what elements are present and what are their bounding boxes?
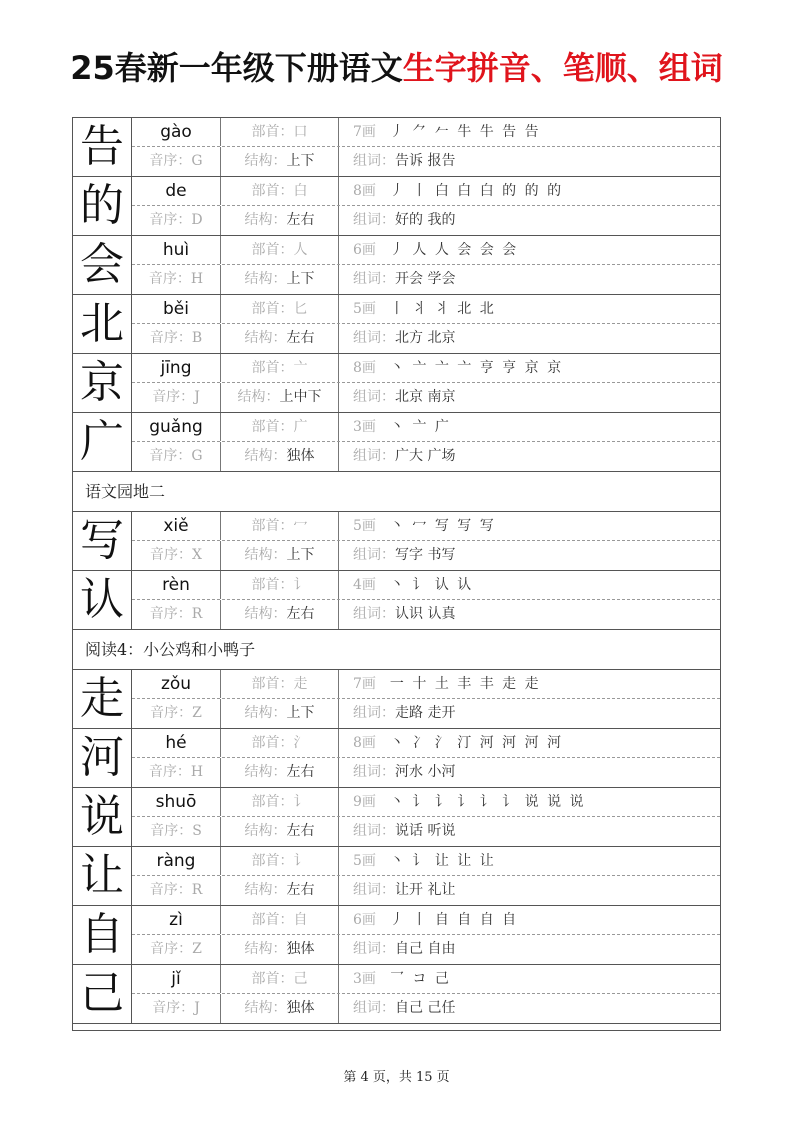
pinyin: jīng — [132, 354, 221, 382]
entry-top-row — [132, 847, 720, 876]
structure-value: 左右 — [286, 882, 315, 898]
entry-top-row — [132, 729, 720, 758]
stroke-sequence: 丿 人 人 会 会 会 — [389, 242, 519, 258]
order-value: G — [191, 448, 203, 464]
radical-cell — [221, 413, 339, 441]
entry-bottom-row — [132, 935, 720, 964]
order-value: Z — [192, 941, 202, 957]
structure-label: 结构： — [244, 941, 287, 957]
radical-value: 白 — [293, 183, 308, 199]
entry-bottom-row — [132, 265, 720, 294]
big-character: 河 — [73, 729, 132, 787]
structure-value: 左右 — [286, 212, 315, 228]
order-value: R — [191, 606, 203, 622]
order-cell — [132, 265, 221, 294]
entry-top-row — [132, 413, 720, 442]
order-cell — [132, 324, 221, 353]
radical-value: 冖 — [293, 518, 308, 534]
entry-bottom-row — [132, 383, 720, 412]
pinyin: huì — [132, 236, 221, 264]
radical-label: 部首： — [251, 971, 294, 987]
entry-bottom-row — [132, 876, 720, 905]
entry-top-row — [132, 295, 720, 324]
character-entry — [73, 847, 720, 906]
stroke-count: 7画 — [353, 124, 376, 140]
stroke-sequence: 丶 亠 广 — [389, 419, 451, 435]
stroke-count: 8画 — [353, 360, 376, 376]
stroke-sequence: 丶 讠 让 让 让 — [389, 853, 496, 869]
structure-label: 结构： — [244, 1000, 287, 1016]
big-character: 认 — [73, 571, 132, 629]
stroke-sequence: 丶 冖 写 写 写 — [389, 518, 496, 534]
order-label: 音序： — [149, 153, 192, 169]
page-number: 第 4 页，共 15 页 — [343, 1070, 450, 1085]
words-cell — [339, 994, 720, 1023]
words-value: 自己 己任 — [395, 1000, 456, 1016]
structure-value: 左右 — [286, 330, 315, 346]
structure-label: 结构： — [244, 448, 287, 464]
order-value: G — [191, 153, 203, 169]
radical-value: 讠 — [293, 853, 308, 869]
order-label: 音序： — [148, 764, 191, 780]
words-value: 让开 礼让 — [395, 882, 456, 898]
order-value: D — [191, 212, 203, 228]
big-character: 自 — [73, 906, 132, 964]
words-cell — [339, 147, 720, 176]
character-entry — [73, 413, 720, 472]
stroke-order-cell — [339, 965, 720, 993]
structure-cell — [221, 994, 339, 1023]
words-value: 写字 书写 — [395, 547, 456, 563]
radical-value: 人 — [293, 242, 308, 258]
words-cell — [339, 383, 720, 412]
words-cell — [339, 206, 720, 235]
stroke-order-cell — [339, 571, 720, 599]
words-value: 认识 认真 — [395, 606, 456, 622]
radical-value: 匕 — [293, 301, 308, 317]
structure-value: 独体 — [286, 448, 315, 464]
big-character: 己 — [73, 965, 132, 1023]
entry-top-row — [132, 177, 720, 206]
stroke-count: 5画 — [353, 853, 376, 869]
stroke-order-cell — [339, 788, 720, 816]
structure-cell — [221, 876, 339, 905]
entry-bottom-row — [132, 147, 720, 176]
character-entry — [73, 729, 720, 788]
stroke-sequence: 乛 コ 己 — [389, 971, 451, 987]
character-entry — [73, 906, 720, 965]
entry-top-row — [132, 965, 720, 994]
words-value: 北方 北京 — [395, 330, 456, 346]
pinyin: zì — [132, 906, 221, 934]
order-value: B — [191, 330, 203, 346]
stroke-order-cell — [339, 906, 720, 934]
stroke-order-cell — [339, 729, 720, 757]
character-entry — [73, 295, 720, 354]
order-cell — [132, 994, 221, 1023]
words-value: 自己 自由 — [395, 941, 456, 957]
pinyin: hé — [132, 729, 221, 757]
words-label: 组词： — [353, 823, 395, 839]
structure-cell — [221, 600, 339, 629]
structure-cell — [221, 758, 339, 787]
structure-label: 结构： — [244, 271, 287, 287]
stroke-count: 6画 — [353, 242, 376, 258]
order-value: H — [190, 764, 204, 780]
section-heading: 语文园地二 — [73, 472, 720, 512]
order-label: 音序： — [150, 941, 193, 957]
structure-value: 左右 — [286, 823, 315, 839]
words-label: 组词： — [353, 705, 395, 721]
words-cell — [339, 541, 720, 570]
radical-cell — [221, 788, 339, 816]
character-entry — [73, 354, 720, 413]
character-entry — [73, 788, 720, 847]
stroke-count: 8画 — [353, 183, 376, 199]
entry-bottom-row — [132, 699, 720, 728]
order-label: 音序： — [150, 705, 193, 721]
stroke-count: 5画 — [353, 518, 376, 534]
big-character: 广 — [73, 413, 132, 471]
stroke-order-cell — [339, 236, 720, 264]
order-value: S — [192, 823, 202, 839]
radical-label: 部首： — [251, 301, 294, 317]
words-cell — [339, 265, 720, 294]
words-cell — [339, 876, 720, 905]
structure-label: 结构： — [244, 547, 287, 563]
structure-label: 结构： — [244, 823, 287, 839]
structure-value: 独体 — [286, 1000, 315, 1016]
radical-label: 部首： — [251, 912, 294, 928]
structure-label: 结构： — [244, 153, 287, 169]
big-character: 京 — [73, 354, 132, 412]
radical-cell — [221, 236, 339, 264]
radical-value: 氵 — [293, 735, 308, 751]
pinyin: rèn — [132, 571, 221, 599]
words-label: 组词： — [353, 941, 395, 957]
radical-cell — [221, 295, 339, 323]
words-cell — [339, 600, 720, 629]
stroke-order-cell — [339, 177, 720, 205]
radical-label: 部首： — [251, 183, 294, 199]
stroke-sequence: 丿 丨 白 白 白 的 的 的 — [389, 183, 564, 199]
order-cell — [132, 817, 221, 846]
stroke-order-cell — [339, 512, 720, 540]
order-label: 音序： — [150, 823, 193, 839]
entry-top-row — [132, 906, 720, 935]
pinyin: ràng — [132, 847, 221, 875]
radical-cell — [221, 906, 339, 934]
radical-value: 走 — [293, 676, 308, 692]
structure-cell — [221, 206, 339, 235]
character-entry — [73, 118, 720, 177]
words-value: 河水 小河 — [395, 764, 456, 780]
structure-cell — [221, 442, 339, 471]
entry-top-row — [132, 571, 720, 600]
order-value: J — [194, 1000, 200, 1016]
entry-bottom-row — [132, 994, 720, 1023]
entry-bottom-row — [132, 324, 720, 353]
words-value: 广大 广场 — [395, 448, 456, 464]
order-value: Z — [192, 705, 202, 721]
character-entry — [73, 571, 720, 630]
stroke-order-cell — [339, 295, 720, 323]
radical-value: 广 — [293, 419, 308, 435]
stroke-order-cell — [339, 847, 720, 875]
words-label: 组词： — [353, 330, 395, 346]
order-cell — [132, 600, 221, 629]
structure-value: 独体 — [286, 941, 315, 957]
words-value: 北京 南京 — [395, 389, 456, 405]
entry-bottom-row — [132, 817, 720, 846]
stroke-order-cell — [339, 118, 720, 146]
words-label: 组词： — [353, 764, 395, 780]
structure-cell — [221, 699, 339, 728]
structure-cell — [221, 935, 339, 964]
order-label: 音序： — [148, 271, 191, 287]
structure-value: 左右 — [286, 606, 315, 622]
radical-value: 自 — [293, 912, 308, 928]
words-label: 组词： — [353, 606, 395, 622]
stroke-sequence: 丶 讠 认 认 — [389, 577, 474, 593]
stroke-count: 3画 — [353, 971, 376, 987]
radical-cell — [221, 354, 339, 382]
order-label: 音序： — [152, 1000, 195, 1016]
radical-value: 己 — [293, 971, 308, 987]
radical-cell — [221, 571, 339, 599]
pinyin: jǐ — [132, 965, 221, 993]
pinyin: shuō — [132, 788, 221, 816]
big-character: 北 — [73, 295, 132, 353]
structure-cell — [221, 147, 339, 176]
radical-cell — [221, 670, 339, 698]
order-cell — [132, 758, 221, 787]
structure-label: 结构： — [244, 212, 287, 228]
order-cell — [132, 147, 221, 176]
entry-bottom-row — [132, 600, 720, 629]
radical-value: 讠 — [293, 794, 308, 810]
structure-value: 上下 — [286, 271, 315, 287]
structure-cell — [221, 383, 339, 412]
words-cell — [339, 699, 720, 728]
big-character: 写 — [73, 512, 132, 570]
order-cell — [132, 699, 221, 728]
order-cell — [132, 206, 221, 235]
words-label: 组词： — [353, 882, 395, 898]
pinyin: zǒu — [132, 670, 221, 698]
entry-bottom-row — [132, 541, 720, 570]
section-heading: 阅读4：小公鸡和小鸭子 — [73, 630, 720, 670]
order-cell — [132, 876, 221, 905]
pinyin: gào — [132, 118, 221, 146]
entry-top-row — [132, 512, 720, 541]
structure-label: 结构： — [244, 330, 287, 346]
structure-cell — [221, 265, 339, 294]
structure-value: 上下 — [286, 705, 315, 721]
radical-label: 部首： — [251, 419, 294, 435]
stroke-order-cell — [339, 413, 720, 441]
entry-top-row — [132, 354, 720, 383]
entry-top-row — [132, 788, 720, 817]
entry-top-row — [132, 236, 720, 265]
structure-label: 结构： — [244, 705, 287, 721]
order-value: X — [192, 547, 202, 563]
words-label: 组词： — [353, 547, 395, 563]
pinyin: guǎng — [132, 413, 221, 441]
words-cell — [339, 324, 720, 353]
words-label: 组词： — [353, 1000, 395, 1016]
order-cell — [132, 935, 221, 964]
big-character: 告 — [73, 118, 132, 176]
entry-bottom-row — [132, 442, 720, 471]
big-character: 会 — [73, 236, 132, 294]
title-black-part: 25春新一年级下册语文 — [70, 49, 403, 87]
stroke-count: 4画 — [353, 577, 376, 593]
stroke-sequence: 丶 讠 讠 讠 讠 讠 说 说 说 — [389, 794, 586, 810]
stroke-order-cell — [339, 354, 720, 382]
radical-label: 部首： — [251, 735, 294, 751]
words-cell — [339, 935, 720, 964]
structure-value: 上下 — [286, 153, 315, 169]
order-label: 音序： — [150, 547, 193, 563]
radical-cell — [221, 847, 339, 875]
stroke-sequence: 一 十 土 丰 丰 走 走 — [389, 676, 541, 692]
radical-cell — [221, 512, 339, 540]
structure-value: 左右 — [286, 764, 315, 780]
character-table — [72, 117, 721, 1031]
order-cell — [132, 541, 221, 570]
stroke-count: 6画 — [353, 912, 376, 928]
big-character: 说 — [73, 788, 132, 846]
structure-label: 结构： — [244, 606, 287, 622]
radical-value: 亠 — [293, 360, 308, 376]
stroke-order-cell — [339, 670, 720, 698]
words-cell — [339, 817, 720, 846]
structure-cell — [221, 817, 339, 846]
words-cell — [339, 758, 720, 787]
pinyin: xiě — [132, 512, 221, 540]
stroke-count: 3画 — [353, 419, 376, 435]
stroke-sequence: 丨 丬 丬 北 北 — [389, 301, 496, 317]
entry-bottom-row — [132, 206, 720, 235]
character-entry — [73, 236, 720, 295]
order-cell — [132, 442, 221, 471]
pinyin: běi — [132, 295, 221, 323]
structure-cell — [221, 541, 339, 570]
words-label: 组词： — [353, 448, 395, 464]
words-value: 告诉 报告 — [395, 153, 456, 169]
radical-cell — [221, 965, 339, 993]
big-character: 的 — [73, 177, 132, 235]
page-title — [0, 46, 793, 90]
radical-label: 部首： — [251, 360, 294, 376]
entry-top-row — [132, 670, 720, 699]
order-cell — [132, 383, 221, 412]
radical-label: 部首： — [251, 124, 294, 140]
character-entry — [73, 512, 720, 571]
entry-top-row — [132, 118, 720, 147]
radical-label: 部首： — [251, 577, 294, 593]
stroke-count: 9画 — [353, 794, 376, 810]
stroke-count: 5画 — [353, 301, 376, 317]
order-value: J — [194, 389, 200, 405]
words-label: 组词： — [353, 271, 395, 287]
order-label: 音序： — [149, 212, 192, 228]
structure-cell — [221, 324, 339, 353]
big-character: 让 — [73, 847, 132, 905]
stroke-sequence: 丶 亠 亠 亠 亨 亨 京 京 — [389, 360, 564, 376]
radical-cell — [221, 118, 339, 146]
structure-value: 上下 — [286, 547, 315, 563]
words-value: 走路 走开 — [395, 705, 456, 721]
words-label: 组词： — [353, 212, 395, 228]
pinyin: de — [132, 177, 221, 205]
character-entry — [73, 177, 720, 236]
order-label: 音序： — [149, 606, 192, 622]
title-red-part: 生字拼音、笔顺、组词 — [402, 49, 723, 87]
order-label: 音序： — [152, 389, 195, 405]
structure-value: 上中下 — [279, 389, 322, 405]
order-label: 音序： — [149, 448, 192, 464]
radical-label: 部首： — [251, 676, 294, 692]
structure-label: 结构： — [237, 389, 280, 405]
order-label: 音序： — [149, 882, 192, 898]
character-entry — [73, 965, 720, 1024]
words-value: 好的 我的 — [395, 212, 456, 228]
radical-label: 部首： — [251, 242, 294, 258]
words-label: 组词： — [353, 153, 395, 169]
radical-cell — [221, 729, 339, 757]
stroke-count: 8画 — [353, 735, 376, 751]
radical-label: 部首： — [251, 853, 294, 869]
radical-label: 部首： — [251, 794, 294, 810]
stroke-sequence: 丶 冫 氵 汀 河 河 河 河 — [389, 735, 564, 751]
order-label: 音序： — [149, 330, 192, 346]
structure-label: 结构： — [244, 882, 287, 898]
stroke-sequence: 丿 ⺈ 𠂉 牛 牛 告 告 — [389, 124, 541, 140]
big-character: 走 — [73, 670, 132, 728]
character-entry — [73, 670, 720, 729]
structure-label: 结构： — [244, 764, 287, 780]
words-label: 组词： — [353, 389, 395, 405]
words-value: 说话 听说 — [395, 823, 456, 839]
words-cell — [339, 442, 720, 471]
order-value: R — [191, 882, 203, 898]
stroke-count: 7画 — [353, 676, 376, 692]
entry-bottom-row — [132, 758, 720, 787]
radical-cell — [221, 177, 339, 205]
radical-label: 部首： — [251, 518, 294, 534]
words-value: 开会 学会 — [395, 271, 456, 287]
radical-value: 讠 — [293, 577, 308, 593]
order-value: H — [190, 271, 204, 287]
stroke-sequence: 丿 丨 自 自 自 自 — [389, 912, 519, 928]
radical-value: 口 — [293, 124, 308, 140]
